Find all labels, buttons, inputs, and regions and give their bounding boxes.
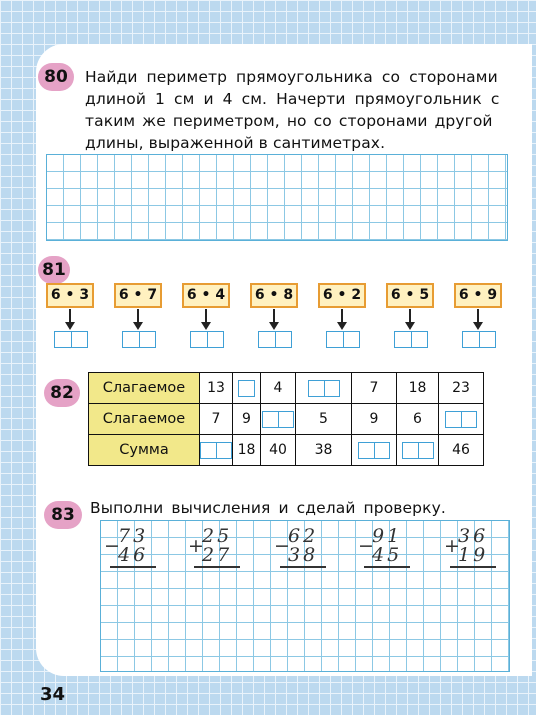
row-label: Слагаемое bbox=[89, 404, 200, 435]
answer-box[interactable] bbox=[308, 380, 340, 397]
table-cell: 4 bbox=[261, 373, 296, 404]
page-number: 34 bbox=[40, 684, 66, 705]
exercise-80-number: 80 bbox=[38, 63, 74, 91]
problem-operator: + bbox=[188, 535, 207, 557]
exercise-80-line-1: Найди периметр прямоугольника со сторонами bbox=[85, 68, 498, 86]
exercise-81-expression-2: 6 • 7 bbox=[114, 283, 162, 308]
problem-second-number: 38 bbox=[288, 544, 319, 566]
problem-first-number: 91 bbox=[372, 525, 403, 547]
table-cell: 38 bbox=[296, 435, 352, 466]
table-row bbox=[89, 404, 484, 435]
table-cell-blank bbox=[296, 373, 352, 404]
problem-result-line bbox=[280, 566, 326, 568]
table-row bbox=[89, 373, 484, 404]
exercise-81-answer-box-4[interactable] bbox=[258, 331, 292, 348]
arrowhead-icon bbox=[133, 322, 143, 330]
table-cell-blank bbox=[352, 435, 397, 466]
table-cell: 5 bbox=[296, 404, 352, 435]
problem-result-line bbox=[110, 566, 156, 568]
table-cell: 13 bbox=[200, 373, 233, 404]
problem-result-line bbox=[194, 566, 240, 568]
answer-box[interactable] bbox=[200, 442, 232, 459]
arrowhead-icon bbox=[337, 322, 347, 330]
exercise-81-answer-box-1[interactable] bbox=[54, 331, 88, 348]
problem-first-number: 62 bbox=[288, 525, 319, 547]
exercise-80-drawing-grid[interactable] bbox=[46, 154, 508, 241]
problem-first-number: 73 bbox=[118, 525, 149, 547]
problem-operator: + bbox=[444, 535, 463, 557]
exercise-81-expression-1: 6 • 3 bbox=[46, 283, 94, 308]
exercise-81-answer-box-7[interactable] bbox=[462, 331, 496, 348]
row-label: Сумма bbox=[89, 435, 200, 466]
problem-second-number: 45 bbox=[372, 544, 403, 566]
table-cell: 23 bbox=[439, 373, 484, 404]
exercise-80-line-3: таким же периметром, но со сторонами другой bbox=[85, 112, 493, 130]
table-cell: 6 bbox=[397, 404, 439, 435]
problem-result-line bbox=[450, 566, 496, 568]
table-cell-blank bbox=[233, 373, 261, 404]
problem-first-number: 25 bbox=[202, 525, 233, 547]
table-cell-blank bbox=[439, 404, 484, 435]
exercise-82-number: 82 bbox=[44, 379, 80, 407]
exercise-83-number: 83 bbox=[44, 501, 82, 529]
exercise-81-expression-6: 6 • 5 bbox=[386, 283, 434, 308]
problem-operator: − bbox=[274, 535, 293, 557]
table-cell: 18 bbox=[233, 435, 261, 466]
exercise-81-answer-box-6[interactable] bbox=[394, 331, 428, 348]
table-cell-blank bbox=[397, 435, 439, 466]
exercise-83-text: Выполни вычисления и сделай проверку. bbox=[90, 499, 446, 517]
problem-second-number: 46 bbox=[118, 544, 149, 566]
table-cell: 18 bbox=[397, 373, 439, 404]
answer-box[interactable] bbox=[238, 380, 255, 397]
table-cell: 7 bbox=[200, 404, 233, 435]
exercise-80-line-4: длины, выраженной в сантиметрах. bbox=[85, 134, 386, 152]
answer-box[interactable] bbox=[402, 442, 434, 459]
answer-box[interactable] bbox=[262, 411, 294, 428]
problem-operator: − bbox=[358, 535, 377, 557]
exercise-81-expression-3: 6 • 4 bbox=[182, 283, 230, 308]
table-cell: 9 bbox=[352, 404, 397, 435]
table-row bbox=[89, 435, 484, 466]
table-cell: 46 bbox=[439, 435, 484, 466]
arrowhead-icon bbox=[405, 322, 415, 330]
row-label: Слагаемое bbox=[89, 373, 200, 404]
arrowhead-icon bbox=[201, 322, 211, 330]
arrowhead-icon bbox=[269, 322, 279, 330]
exercise-81-answer-box-5[interactable] bbox=[326, 331, 360, 348]
problem-second-number: 27 bbox=[202, 544, 233, 566]
answer-box[interactable] bbox=[445, 411, 477, 428]
exercise-81-expression-4: 6 • 8 bbox=[250, 283, 298, 308]
arrowhead-icon bbox=[65, 322, 75, 330]
arrowhead-icon bbox=[473, 322, 483, 330]
problem-operator: − bbox=[104, 535, 123, 557]
exercise-82-table bbox=[88, 372, 484, 466]
exercise-81-answer-box-3[interactable] bbox=[190, 331, 224, 348]
table-cell: 9 bbox=[233, 404, 261, 435]
exercise-81-expression-7: 6 • 9 bbox=[454, 283, 502, 308]
problem-second-number: 19 bbox=[458, 544, 489, 566]
table-cell-blank bbox=[200, 435, 233, 466]
table-cell: 40 bbox=[261, 435, 296, 466]
problem-result-line bbox=[364, 566, 410, 568]
exercise-81-number: 81 bbox=[38, 256, 70, 284]
table-cell-blank bbox=[261, 404, 296, 435]
exercise-81-answer-box-2[interactable] bbox=[122, 331, 156, 348]
exercise-80-line-2: длиной 1 см и 4 см. Начерти прямоугольник с bbox=[85, 90, 500, 108]
exercise-81-expression-5: 6 • 2 bbox=[318, 283, 366, 308]
problem-first-number: 36 bbox=[458, 525, 489, 547]
answer-box[interactable] bbox=[358, 442, 390, 459]
table-cell: 7 bbox=[352, 373, 397, 404]
